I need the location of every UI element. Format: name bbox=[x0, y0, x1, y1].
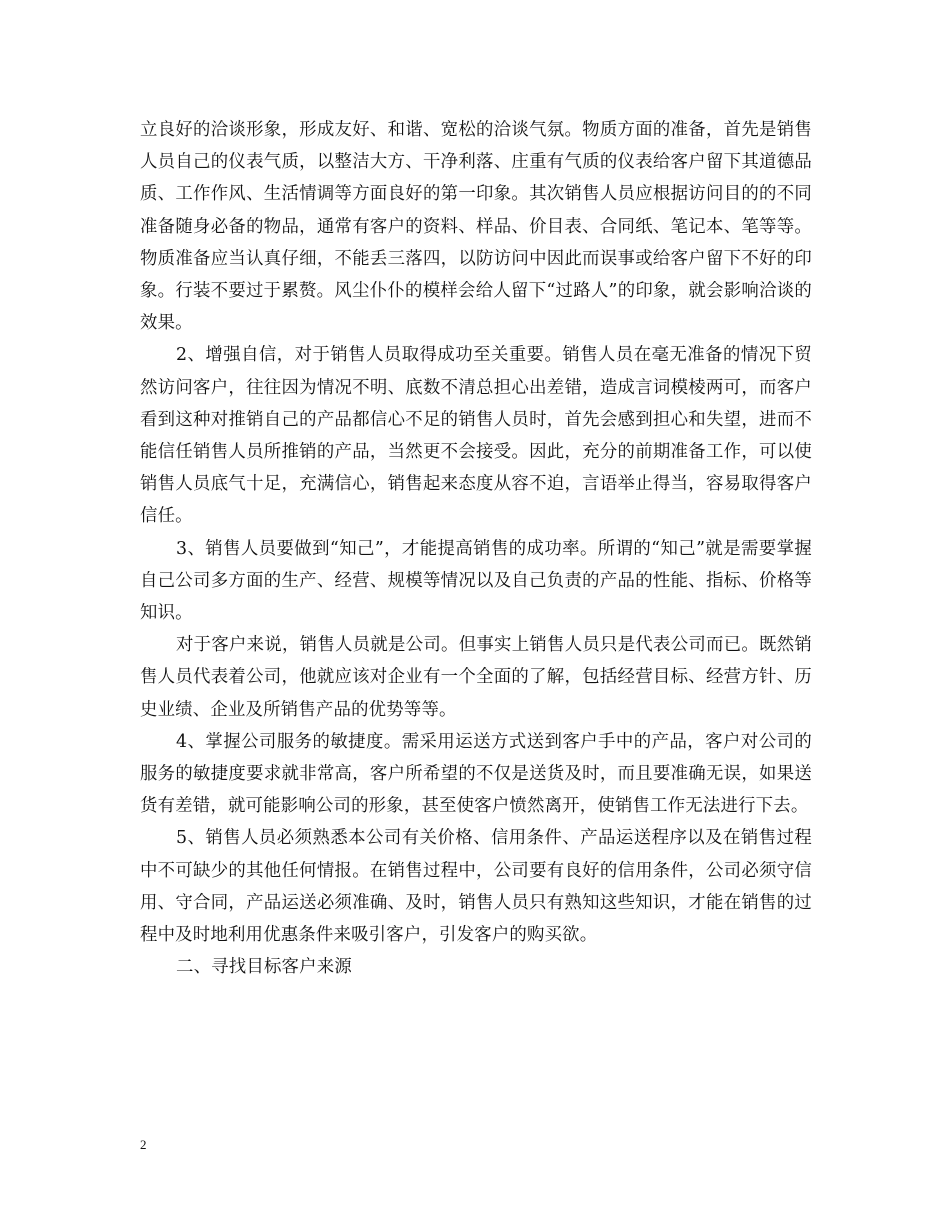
paragraph-6: 5、销售人员必须熟悉本公司有关价格、信用条件、产品运送程序以及在销售过程中不可缺少的其他任何情报。在销售过程中，公司要有良好的信用条件，公司必须守信用、守合同，产品运送必须准确、及时，销售人员只有熟知这些知识，才能在销售的过程中及时地利用优惠条件来吸引客户，引发客户的购买欲。 bbox=[140, 828, 812, 946]
paragraph-1: 立良好的洽谈形象，形成友好、和谐、宽松的洽谈气氛。物质方面的准备，首先是销售人员自己的仪表气质，以整洁大方、干净利落、庄重有气质的仪表给客户留下其道德品质、工作作风、生活情调等方面良好的第一印象。其次销售人员应根据访问目的的不同准备随身必备的物品，通常有客户的资料、样品、价目表、合同纸、笔记本、笔等等。物质准备应当认真仔细，不能丢三落四，以防访问中因此而误事或给客户留下不好的印象。行装不要过于累赘。风尘仆仆的模样会给人留下“过路人”的印象，就会影响洽谈的效果。 bbox=[140, 120, 812, 334]
section-heading: 二、寻找目标客户来源 bbox=[176, 957, 352, 978]
document-body bbox=[140, 114, 812, 983]
paragraph-4: 对于客户来说，销售人员就是公司。但事实上销售人员只是代表公司而已。既然销售人员代表着公司，他就应该对企业有一个全面的了解，包括经营目标、经营方针、历史业绩、企业及所销售产品的优势等等。 bbox=[140, 635, 812, 720]
paragraph-5: 4、掌握公司服务的敏捷度。需采用运送方式送到客户手中的产品，客户对公司的服务的敏捷度要求就非常高，客户所希望的不仅是送货及时，而且要准确无误，如果送货有差错，就可能影响公司的形象，甚至使客户愤然离开，使销售工作无法进行下去。 bbox=[140, 731, 812, 817]
paragraph-2: 2、增强自信，对于销售人员取得成功至关重要。销售人员在毫无准备的情况下贸然访问客户，往往因为情况不明、底数不清总担心出差错，造成言词模棱两可，而客户看到这种对推销自己的产品都信心不足的销售人员时，首先会感到担心和失望，进而不能信任销售人员所推销的产品，当然更不会接受。因此，充分的前期准备工作，可以使销售人员底气十足，充满信心，销售起来态度从容不迫，言语举止得当，容易取得客户信任。 bbox=[140, 345, 812, 527]
page-number: 2 bbox=[140, 1137, 147, 1152]
paragraph-3: 3、销售人员要做到“知己”，才能提高销售的成功率。所谓的“知己”就是需要掌握自己公司多方面的生产、经营、规模等情况以及自己负责的产品的性能、指标、价格等知识。 bbox=[140, 538, 812, 624]
